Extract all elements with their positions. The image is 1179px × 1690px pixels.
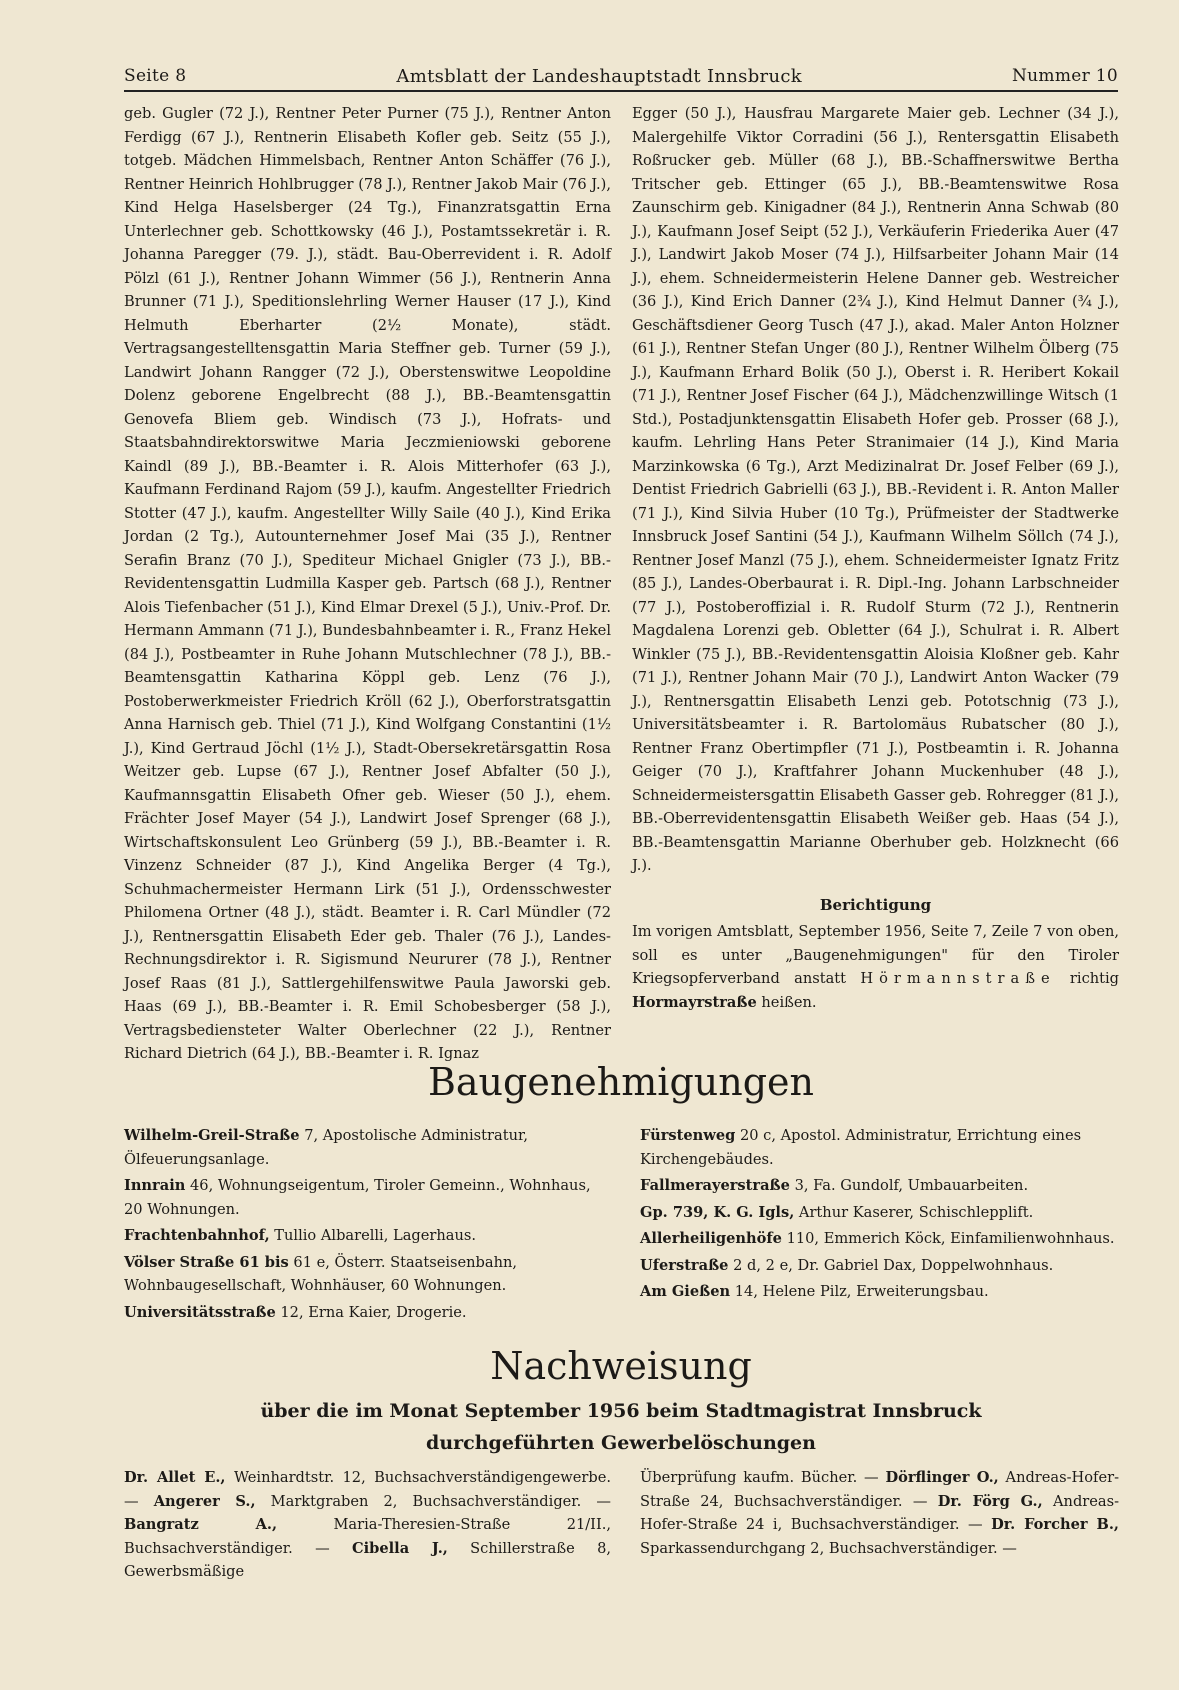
permit-entry bbox=[640, 1174, 1119, 1198]
correction-text-c: heißen. bbox=[761, 993, 817, 1011]
deaths-column-right bbox=[632, 102, 1119, 874]
revocation-text: Andreas-Hofer-Straße 24, Buchsachverständiger. — bbox=[640, 1469, 1120, 1510]
revocations-column-right bbox=[640, 1466, 1119, 1560]
revocations-title: Nachweisung bbox=[490, 1344, 752, 1388]
revocation-name: Dr. Forcher B., bbox=[991, 1516, 1119, 1533]
publication-title: Amtsblatt der Landeshauptstadt Innsbruck bbox=[396, 65, 802, 87]
permit-street: Universitätsstraße bbox=[124, 1303, 276, 1321]
revocation-text: Andreas-Hofer-Straße 24 i, Buchsachverständiger. — bbox=[640, 1492, 1120, 1533]
permit-street: Uferstraße bbox=[640, 1256, 729, 1274]
correction-text-a: Im vorigen Amtsblatt, September 1956, Seite 7, Zeile 7 von oben, soll es unter „Baugenehmigungen" für den Tiroler Kriegsopferverband anstatt bbox=[632, 923, 1119, 987]
permit-text: 14, Helene Pilz, Erweiterungsbau. bbox=[734, 1283, 989, 1300]
correction-right-street: Hormayrstraße bbox=[632, 993, 757, 1011]
revocation-text: Weinhardtstr. 12, Buchsachverständigengewerbe. — bbox=[124, 1469, 612, 1510]
revocation-text: Maria-Theresien-Straße 21/II., Buchsachverständiger. — bbox=[124, 1516, 611, 1557]
deaths-text-left: geb. Gugler (72 J.), Rentner Peter Purner (75 J.), Rentner Anton Ferdigg (67 J.), Rentnerin Elisabeth Kofler geb. Seitz (55 J.), totgeb. Mädchen Himmelsbach, Rentner Anton Schäffer (76 J.), Rentner Heinrich Hohlbrugger (78 J.), Rentner Jakob Mair (76 J.), Kind Helga Haselsberger (24 Tg.), Finanzratsgattin Erna Unterlechner geb. Schottkowsky (46 J.), Postamtssekretär i. R. Johanna Paregger (79. J.), städt. Bau-Oberrevident i. R. Adolf Pölzl (61 J.), Rentner Johann Wimmer (56 J.), Rentnerin Anna Brunner (71 J.), Speditionslehrling Werner Hauser (17 J.), Kind Helmuth Eberharter (2½ Monate), städt. Vertragsangestelltensgattin Maria Steffner geb. Turner (59 J.), Landwirt Johann Rangger (72 J.), Oberstenswitwe Leopoldine Dolenz geborene Engelbrecht (88 J.), BB.-Beamtensgattin Genovefa Bliem geb. Windisch (73 J.), Hofrats- und Staatsbahndirektorswitwe Maria Jeczmieniowski geborene Kaindl (89 J.), BB.-Beamter i. R. Alois Mitterhofer (63 J.), Kaufmann Ferdinand Rajom (59 J.), kaufm. Angestellter Friedrich Stotter (47 J.), kaufm. Angestellter Willy Saile (40 J.), Kind Erika Jordan (2 Tg.), Autounternehmer Josef Mai (35 J.), Rentner Serafin Branz (70 J.), Spediteur Michael Gnigler (73 J.), BB.-Revidentensgattin Ludmilla Kasper geb. Partsch (68 J.), Rentner Alois Tiefenbacher (51 J.), Kind Elmar Drexel (5 J.), Univ.-Prof. Dr. Hermann Ammann (71 J.), Bundesbahnbeamter i. R., Franz Hekel (84 J.), Postbeamter in Ruhe Johann Mutschlechner (78 J.), BB.-Beamtensgattin Katharina Köppl geb. Lenz (76 J.), Postoberwerkmeister Friedrich Kröll (62 J.), Oberforstratsgattin Anna Harnisch geb. Thiel (71 J.), Kind Wolfgang Constantini (1½ J.), Kind Gertraud Jöchl (1½ J.), Stadt-Obersekretärsgattin Rosa Weitzer geb. Lupse (67 J.), Rentner Josef Abfalter (50 J.), Kaufmannsgattin Elisabeth Ofner geb. Wieser (50 J.), ehem. Frächter Josef Mayer (54 J.), Landwirt Josef Sprenger (68 J.), Wirtschaftskonsulent Leo Grünberg (59 J.), BB.-Beamter i. R. Vinzenz Schneider (87 J.), Kind Angelika Berger (4 Tg.), Schuhmachermeister Hermann Lirk (51 J.), Ordensschwester Philomena Ortner (48 J.), städt. Beamter i. R. Carl Mündler (72 J.), Rentnersgattin Elisabeth Eder geb. Thaler (76 J.), Landes-Rechnungsdirektor i. R. Sigismund Neururer (78 J.), Rentner Josef Raas (81 J.), Sattlergehilfenswitwe Paula Jaworski geb. Haas (69 J.), BB.-Beamter i. R. Emil Schobesberger (58 J.), Vertragsbediensteter Walter Oberlechner (22 J.), Rentner Richard Dietrich (64 J.), BB.-Beamter i. R. Ignaz bbox=[124, 105, 611, 1062]
revocation-name: Dr. Allet E., bbox=[124, 1469, 226, 1486]
revocation-text: Schillerstraße 8, Gewerbsmäßige bbox=[124, 1539, 611, 1580]
permit-entry bbox=[124, 1174, 611, 1221]
revocation-name: Cibella J., bbox=[351, 1539, 448, 1557]
permits-title: Baugenehmigungen bbox=[427, 1060, 815, 1104]
revocation-text: Überprüfung kaufm. Bücher. — bbox=[640, 1469, 879, 1486]
page-header bbox=[124, 62, 1118, 90]
permit-text: Arthur Kaserer, Schischlepplift. bbox=[798, 1203, 1034, 1221]
permit-text: 110, Emmerich Köck, Einfamilienwohnhaus. bbox=[786, 1230, 1115, 1247]
permit-street: Fallmerayerstraße bbox=[640, 1177, 790, 1194]
correction-text-b: richtig bbox=[1069, 970, 1120, 987]
permit-street: Völser Straße 61 bis bbox=[124, 1253, 289, 1271]
revocations-column-left bbox=[124, 1466, 611, 1584]
correction-title: Berichtigung bbox=[819, 896, 932, 914]
permits-column-right bbox=[640, 1124, 1119, 1307]
permit-entry bbox=[640, 1124, 1119, 1171]
permit-entry bbox=[640, 1254, 1119, 1278]
permit-entry bbox=[124, 1251, 611, 1298]
revocation-name: Dr. Förg G., bbox=[937, 1492, 1043, 1510]
permit-text: 20 c, Apostol. Administratur, Errichtung eines Kirchengebäudes. bbox=[640, 1127, 1082, 1168]
permit-entry bbox=[640, 1201, 1119, 1225]
page-number: Seite 8 bbox=[124, 66, 187, 86]
revocation-name: Angerer S., bbox=[153, 1492, 256, 1510]
permit-text: 3, Fa. Gundolf, Umbauarbeiten. bbox=[794, 1177, 1029, 1194]
permit-text: 7, Apostolische Administratur, Ölfeuerungsanlage. bbox=[124, 1127, 528, 1168]
permit-text: 46, Wohnungseigentum, Tiroler Gemeinn., Wohnhaus, 20 Wohnungen. bbox=[124, 1177, 591, 1218]
permit-entry bbox=[640, 1280, 1119, 1304]
revocation-text: Marktgraben 2, Buchsachverständiger. — bbox=[270, 1492, 612, 1510]
deaths-text-right: Egger (50 J.), Hausfrau Margarete Maier geb. Lechner (34 J.), Malergehilfe Viktor Corradini (56 J.), Rentersgattin Elisabeth Roßrucker geb. Müller (68 J.), BB.-Schaffnerswitwe Bertha Tritscher geb. Ettinger (65 J.), BB.-Beamtenswitwe Rosa Zaunschirm geb. Kinigadner (84 J.), Rentnerin Anna Schwab (80 J.), Kaufmann Josef Seipt (52 J.), Verkäuferin Friederika Auer (47 J.), Landwirt Jakob Moser (74 J.), Hilfsarbeiter Johann Mair (14 J.), ehem. Schneidermeisterin Helene Danner geb. Westreicher (36 J.), Kind Erich Danner (2¾ J.), Kind Helmut Danner (¾ J.), Geschäftsdiener Georg Tusch (47 J.), akad. Maler Anton Holzner (61 J.), Rentner Stefan Unger (80 J.), Rentner Wilhelm Ölberg (75 J.), Kaufmann Erhard Bolik (50 J.), Oberst i. R. Heribert Kokail (71 J.), Rentner Josef Fischer (64 J.), Mädchenzwillinge Witsch (1 Std.), Postadjunktensgattin Elisabeth Hofer geb. Prosser (68 J.), kaufm. Lehrling Hans Peter Stranimaier (14 J.), Kind Maria Marzinkowska (6 Tg.), Arzt Medizinalrat Dr. Josef Felber (69 J.), Dentist Friedrich Gabrielli (63 J.), BB.-Revident i. R. Anton Maller (71 J.), Kind Silvia Huber (10 Tg.), Prüfmeister der Stadtwerke Innsbruck Josef Santini (54 J.), Kaufmann Wilhelm Söllch (74 J.), Rentner Josef Manzl (75 J.), ehem. Schneidermeister Ignatz Fritz (85 J.), Landes-Oberbaurat i. R. Dipl.-Ing. Johann Larbschneider (77 J.), Postoberoffizial i. R. Rudolf Sturm (72 J.), Rentnerin Magdalena Lorenzi geb. Obletter (64 J.), Schulrat i. R. Albert Winkler (75 J.), BB.-Revidentensgattin Aloisia Kloßner geb. Kahr (71 J.), Rentner Johann Mair (70 J.), Landwirt Anton Wacker (79 J.), Rentnersgattin Elisabeth Lenzi geb. Pototschnig (73 J.), Universitätsbeamter i. R. Bartolomäus Rubatscher (80 J.), Rentner Franz Obertimpfler (71 J.), Postbeamtin i. R. Johanna Geiger (70 J.), Kraftfahrer Johann Muckenhuber (48 J.), Schneidermeistersgattin Elisabeth Gasser geb. Rohregger (81 J.), BB.-Oberrevidentensgattin Elisabeth Weißer geb. Haas (54 J.), BB.-Beamtensgattin Marianne Oberhuber geb. Holzknecht (66 J.). bbox=[632, 105, 1119, 874]
revocation-text: Sparkassendurchgang 2, Buchsachverständiger. — bbox=[640, 1539, 1017, 1557]
permit-entry bbox=[124, 1224, 611, 1248]
correction-text bbox=[632, 920, 1119, 1014]
permit-text: 61 e, Österr. Staatseisenbahn, Wohnbaugesellschaft, Wohnhäuser, 60 Wohnungen. bbox=[124, 1253, 518, 1294]
permit-street: Frachtenbahnhof, bbox=[124, 1227, 270, 1244]
correction-wrong-street: Hörmannstraße bbox=[860, 970, 1056, 987]
permit-text: 12, Erna Kaier, Drogerie. bbox=[280, 1303, 467, 1321]
permit-street: Am Gießen bbox=[640, 1283, 731, 1300]
permit-street: Wilhelm-Greil-Straße bbox=[124, 1127, 300, 1144]
header-rule bbox=[124, 90, 1118, 92]
revocation-name: Bangratz A., bbox=[124, 1516, 278, 1533]
permit-text: 2 d, 2 e, Dr. Gabriel Dax, Doppelwohnhaus. bbox=[733, 1256, 1054, 1274]
revocations-subtitle-2: durchgeführten Gewerbelöschungen bbox=[426, 1432, 816, 1454]
permit-entry bbox=[124, 1124, 611, 1171]
permit-text: Tullio Albarelli, Lagerhaus. bbox=[274, 1227, 476, 1244]
revocations-subtitle-1: über die im Monat September 1956 beim Stadtmagistrat Innsbruck bbox=[260, 1400, 982, 1422]
permit-entry bbox=[124, 1301, 611, 1325]
issue-number: Nummer 10 bbox=[1011, 66, 1118, 86]
permits-column-left bbox=[124, 1124, 611, 1327]
permit-street: Gp. 739, K. G. Igls, bbox=[640, 1203, 795, 1221]
permit-street: Innrain bbox=[124, 1177, 186, 1194]
permit-entry bbox=[640, 1227, 1119, 1251]
revocation-name: Dörflinger O., bbox=[885, 1469, 999, 1486]
permit-street: Allerheiligenhöfe bbox=[640, 1230, 782, 1247]
permit-street: Fürstenweg bbox=[640, 1127, 736, 1144]
deaths-column-left bbox=[124, 102, 611, 1062]
